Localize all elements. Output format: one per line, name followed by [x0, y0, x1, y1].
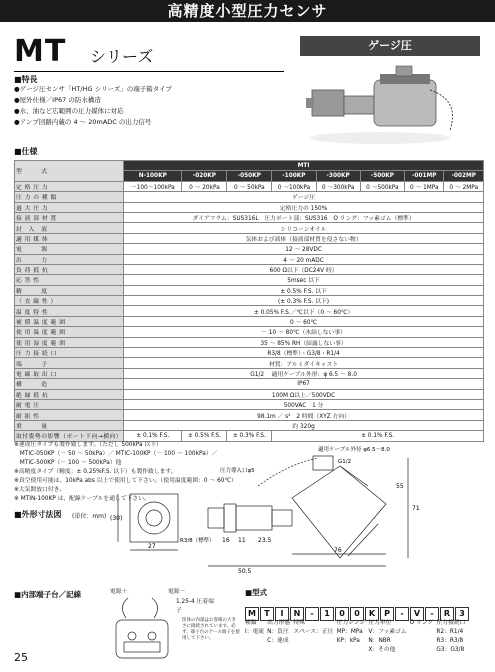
table-row [15, 181, 484, 191]
row-value: ± 0.5% F.S. 以下 [124, 285, 484, 295]
model-code-cell: R [440, 607, 454, 621]
row-cell: 0 ～100kPa [272, 181, 316, 191]
row-label: 負 荷 抵 抗 [15, 264, 124, 274]
terminal-minus-label: 電源－ [168, 589, 186, 595]
table-row [15, 431, 484, 441]
features-heading: ■特長 [14, 75, 38, 84]
row-cell: ± 0.3% F.S. [227, 431, 272, 441]
row-label: 耐 振 性 [15, 410, 124, 420]
model-legend-item: MP：MPa [336, 629, 363, 635]
row-label: 過 大 圧 力 [15, 202, 124, 212]
row-cell: ± 0.1% F.S. [124, 431, 182, 441]
table-row [15, 254, 484, 264]
table-row [15, 379, 484, 389]
dim-23-5: 23.5 [258, 537, 272, 544]
row-value: R3/8（標準）・G3/8・R1/4 [124, 348, 484, 358]
row-label: 圧 力 接 続 口 [15, 348, 124, 358]
row-value: G1/2 適用ケーブル外形：φ 6.5 ～ 8.0 [124, 368, 484, 378]
row-label: （ 直 線 性 ） [15, 296, 124, 306]
row-value: 0 ～ 60℃ [124, 316, 484, 326]
product-photo [300, 60, 480, 145]
row-value: 4 ～ 20 mADC [124, 254, 484, 264]
note-line: ※高精度タイプ（精度：± 0.25%F.S. 以下）も製作致します。 [14, 469, 177, 475]
row-cell: 0 ～ 50kPa [227, 181, 272, 191]
model-legend-title: 種類 [245, 620, 257, 626]
model-legend [245, 619, 490, 655]
table-header-row [15, 161, 484, 171]
model-legend-item: N：NBR [368, 638, 391, 644]
series-code: MT [14, 34, 67, 69]
model-column-header: -001MP [405, 171, 444, 181]
model-column-header: -300KP [316, 171, 360, 181]
table-row [15, 233, 484, 243]
table-row [15, 192, 484, 202]
table-row [15, 337, 484, 347]
row-cell: －100～100kPa [124, 181, 182, 191]
row-value: ダイアフラム：SUS316L 圧力ポート部：SUS316 O リング：フッ素ゴム（標準） [124, 212, 484, 222]
model-code-cell: M [245, 607, 259, 621]
model-heading: ■型式 [245, 588, 268, 597]
table-row [15, 389, 484, 399]
terminal-note: 筐体の内部はお客様の大きさに接続されています。必ず、端子台のアース端子を使用して下さい。 [182, 618, 240, 641]
feature-item: ●屋外仕様／IP67 の防水構造 [14, 96, 101, 104]
model-legend-title: 圧力接続口 [436, 620, 466, 626]
row-label: 端 子 [15, 358, 124, 368]
model-legend-column [267, 619, 290, 655]
dim-11: 11 [238, 537, 246, 544]
pressure-type-tag: ゲージ圧 [300, 36, 480, 56]
row-label: 圧 力 の 種 類 [15, 192, 124, 202]
model-legend-item: V：フッ素ゴム [368, 629, 407, 635]
feature-item: ●ゲージ圧センサ「HT/HG シリーズ」の端子箱タイプ [14, 85, 172, 93]
row-label: 定 格 圧 力 [15, 181, 124, 191]
features-list [14, 84, 172, 128]
model-column-header: -050KP [227, 171, 272, 181]
table-row [15, 223, 484, 233]
model-code-cell: 0 [350, 607, 364, 621]
row-value: 98.1m ／ s² 2 時間（XYZ 方向） [124, 410, 484, 420]
model-legend-item: G3：G3/8 [436, 647, 465, 653]
row-label: 取付姿勢の影響（ポート下向→横向） [15, 431, 124, 441]
note-line: ※真空使用可能は、10kPa abs 以上で使用して下さい。（使用温度範囲：0 ～ 60℃） [14, 478, 237, 484]
dimension-unit: (単位：mm) [72, 513, 107, 520]
row-value: 約 320g [124, 420, 484, 430]
model-column-header: N-100KP [124, 171, 182, 181]
table-row [15, 368, 484, 378]
row-value: ± 0.05% F.S.／℃以下（0 ～ 60℃） [124, 306, 484, 316]
row-label: 封 入 液 [15, 223, 124, 233]
row-value: 材質：アルミダイキャスト [124, 358, 484, 368]
model-code-cell: 0 [335, 607, 349, 621]
row-value: 35 ～ 85% RH（結露しない事） [124, 337, 484, 347]
table-row [15, 275, 484, 285]
row-value: 100M Ω以上／500VDC [124, 389, 484, 399]
table-row [15, 202, 484, 212]
row-cell: 0 ～ 2MPa [444, 181, 484, 191]
row-label: 接 液 部 材 質 [15, 212, 124, 222]
model-legend-item: X：その他 [368, 647, 396, 653]
feature-item: ●水、油など広範囲の圧力媒体に対応 [14, 107, 124, 115]
model-legend-column [368, 619, 406, 655]
row-cell: 0 ～500kPa [360, 181, 404, 191]
model-legend-title: 特殊 [293, 620, 305, 626]
note-line: MTIC-050KP（－ 50 ～ 50kPa）／ MTIC-100KP（－ 100 ～ 100kPa）／ [14, 451, 218, 457]
model-code-cell: 3 [455, 607, 469, 621]
row-label: 耐 電 圧 [15, 399, 124, 409]
model-column-header: -100KP [272, 171, 316, 181]
row-label: 使 用 温 度 範 囲 [15, 327, 124, 337]
terminal-drawing [108, 596, 176, 662]
dim-76: 76 [334, 547, 342, 554]
crimp-terminal-label: 1.25-4 圧着端子 [176, 599, 214, 614]
dim-30: (30) [110, 515, 123, 522]
port-label: 圧力導入口φ5 [220, 468, 255, 474]
page-banner: 高精度小型圧力センサ [0, 0, 495, 22]
terminal-plus-label: 電源＋ [110, 589, 128, 595]
model-legend-title: 出力形態 [267, 620, 291, 626]
table-row [15, 212, 484, 222]
note-line: ※連成圧タイプも製作致します。（ただし 500kPa 以下） [14, 442, 162, 448]
model-legend-item: R3：R3/8 [436, 638, 464, 644]
table-row [15, 420, 484, 430]
row-label: 使 用 湿 度 範 囲 [15, 337, 124, 347]
row-cell: 0 ～ 1MPa [405, 181, 444, 191]
row-label: 絶 縁 抵 抗 [15, 389, 124, 399]
model-legend-item: N：負圧 [267, 629, 289, 635]
model-group: MTI [124, 161, 484, 171]
model-legend-column [410, 619, 434, 655]
row-label: 適 用 媒 体 [15, 233, 124, 243]
model-legend-column [293, 619, 333, 655]
model-code-cell: 1 [320, 607, 334, 621]
row-value: 600 Ω以下（DC24V 時） [124, 264, 484, 274]
table-row [15, 316, 484, 326]
model-legend-title: 圧力レンジ [336, 620, 366, 626]
table-row [15, 296, 484, 306]
model-legend-item: I：電流 [245, 629, 265, 635]
table-row [15, 306, 484, 316]
row-value: ゲージ圧 [124, 192, 484, 202]
row-value: IP67 [124, 379, 484, 389]
table-row [15, 348, 484, 358]
note-line: ※大気開放口付き。 [14, 487, 66, 493]
row-value: 気体および液体（接液部材質を侵さない物） [124, 233, 484, 243]
row-cell: ± 0.1% F.S. [272, 431, 484, 441]
model-code-cell: - [395, 607, 409, 621]
cable-label: 適用ケーブル外径 φ6.5～8.0 [318, 447, 390, 453]
model-code-cell: K [365, 607, 379, 621]
model-code-cell: - [425, 607, 439, 621]
row-cell: 0 ～300kPa [316, 181, 360, 191]
model-legend-column [436, 619, 465, 655]
model-legend-item: C：連成 [267, 638, 289, 644]
row-value: － 10 ～ 80℃（氷結しない事） [124, 327, 484, 337]
note-line: ※ MTIN-100KP は、配線ケーブルを通して下さい。 [14, 496, 150, 502]
model-code [245, 601, 470, 621]
row-cell: ± 0.5% F.S. [182, 431, 227, 441]
dim-71: 71 [412, 505, 420, 512]
dim-27: 27 [148, 543, 156, 550]
row-label: 電 線 取 出 口 [15, 368, 124, 378]
g12-label: G1/2 [338, 459, 352, 465]
note-line: MTIC-500KP（－ 100 ～ 500kPa）他 [14, 460, 122, 466]
model-column-header: -020KP [182, 171, 227, 181]
row-label: 精 度 [15, 285, 124, 295]
model-column-header: -002MP [444, 171, 484, 181]
spec-heading: ■仕様 [14, 147, 38, 156]
spec-table [14, 160, 484, 442]
dim-50-5: 50.5 [238, 568, 252, 575]
row-label: 応 答 性 [15, 275, 124, 285]
dim-55: 55 [396, 483, 404, 490]
row-label: 構 造 [15, 379, 124, 389]
dimension-heading: ■外形寸法図 [14, 510, 62, 519]
row-label: 補 償 温 度 範 囲 [15, 316, 124, 326]
series-suffix: シリーズ [90, 47, 154, 66]
row-value: 5msec 以下 [124, 275, 484, 285]
terminal-heading: ■内部端子台／記線 [14, 590, 82, 599]
table-row [15, 285, 484, 295]
dim-16: 16 [222, 537, 230, 544]
table-row [15, 264, 484, 274]
outline-drawing [108, 446, 488, 576]
thread-label: R3/8（標準） [180, 538, 215, 544]
type-label: 型 式 [15, 161, 124, 182]
model-legend-item: R2：R1/4 [436, 629, 464, 635]
row-label: 電 源 [15, 244, 124, 254]
row-value: シリコーンオイル [124, 223, 484, 233]
model-legend-title: O リング [409, 620, 434, 626]
model-legend-column [337, 619, 366, 655]
table-row [15, 410, 484, 420]
model-code-cell: T [260, 607, 274, 621]
title-underline [14, 71, 284, 72]
row-label: 温 度 特 性 [15, 306, 124, 316]
row-value: (± 0.3% F.S. 以下) [124, 296, 484, 306]
model-code-cell: P [380, 607, 394, 621]
row-value: 500VAC 1 分 [124, 399, 484, 409]
page-number: 25 [14, 651, 28, 664]
model-code-cell: - [305, 607, 319, 621]
row-value: 12 ～ 28VDC [124, 244, 484, 254]
table-row [15, 399, 484, 409]
table-row [15, 358, 484, 368]
table-row [15, 327, 484, 337]
row-label: 出 力 [15, 254, 124, 264]
row-value: 定格圧力の 150% [124, 202, 484, 212]
model-legend-title: 圧力単位 [368, 620, 392, 626]
model-column-header: -500KP [360, 171, 404, 181]
model-legend-item: KP：kPa [336, 638, 360, 644]
model-code-cell: I [275, 607, 289, 621]
model-legend-column [245, 619, 264, 655]
row-cell: 0 ～ 20kPa [182, 181, 227, 191]
model-legend-item: スペース：正圧 [293, 629, 334, 635]
model-code-cell: N [290, 607, 304, 621]
row-label: 重 量 [15, 420, 124, 430]
model-code-cell: V [410, 607, 424, 621]
table-row [15, 244, 484, 254]
feature-item: ●アンプ回路内蔵の 4 ～ 20mADC の出力信号 [14, 118, 152, 126]
